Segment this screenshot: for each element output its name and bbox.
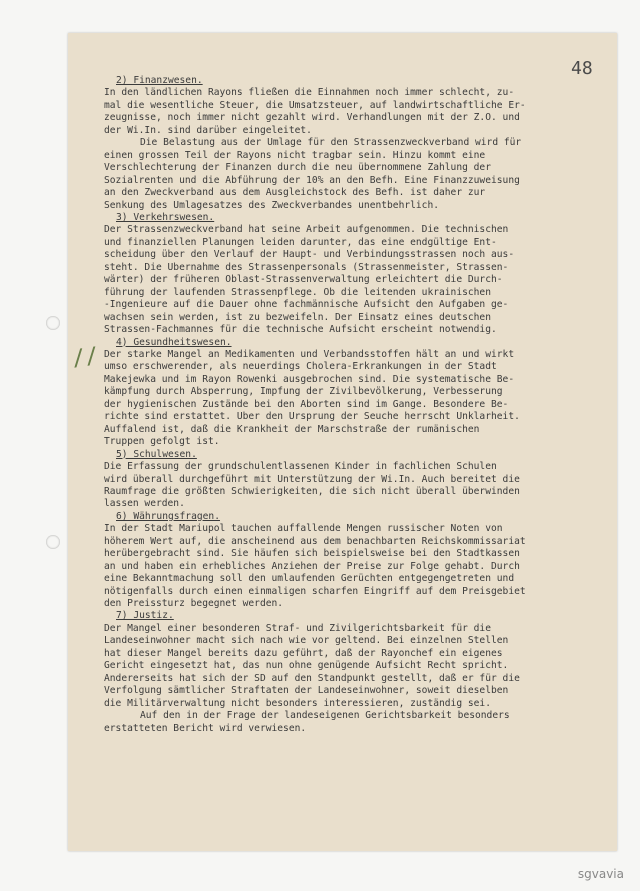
punch-hole-bottom [46,535,60,549]
section-heading: 7) Justiz. [116,610,174,622]
text-line: Die Erfassung der grundschulentlassenen Kinder in fachlichen Schulen [104,461,497,473]
text-line: erstatteten Bericht wird verwiesen. [104,722,307,734]
text-line: Auffalend ist, daß die Krankheit der Marschstraße der rumänischen [104,423,480,435]
text-line: kämpfung durch Absperrung, Impfung der Zivilbevölkerung, Verbesserung [104,386,503,398]
section-heading: 2) Finanzwesen. [116,75,203,86]
text-line: höherem Wert auf, die anscheinend aus dem benachbarten Reichskommissariat [104,535,526,547]
text-line: Verschlechterung der Finanzen durch die neu übernommene Zahlung der [104,162,491,174]
text-line: Raumfrage die größten Schwierigkeiten, die sich nicht überall überwinden [104,485,520,497]
text-line: scheidung über den Verlauf der Haupt- und Verbindungsstrassen noch aus- [104,249,515,261]
text-line: Truppen gefolgt ist. [104,436,220,448]
text-line: einen grossen Teil der Rayons nicht tragbar sein. Hinzu kommt eine [104,149,486,161]
text-line: In der Stadt Mariupol tauchen auffallende Mengen russischer Noten von [104,523,503,535]
page-number: 48 [571,58,593,79]
text-line: und finanziellen Planungen leiden darunter, das eine endgültige Ent- [104,236,497,248]
text-line: führung der laufenden Strassenpflege. Ob die leitenden ukrainischen [104,286,491,298]
text-line: an und haben ein erhebliches Anziehen der Preise zur Folge gehabt. Durch [104,560,520,572]
section-heading: 6) Währungsfragen. [116,510,220,522]
text-line: lassen werden. [104,498,185,510]
text-line: wachsen sein werden, ist zu bezweifeln. Der Einsatz eines deutschen [104,311,491,323]
text-line: der hygienischen Zustände bei den Aborten sind im Gange. Besondere Be- [104,398,509,410]
text-line: den Preissturz begegnet werden. [104,598,284,610]
text-line: Der Strassenzweckverband hat seine Arbeit aufgenommen. Die technischen [104,224,509,236]
text-line: Senkung des Umlagesatzes des Zweckverbandes unentbehrlich. [104,199,440,211]
margin-annotation: // [70,343,101,372]
text-line: Auf den in der Frage der landeseigenen Gerichtsbarkeit besonders [140,710,510,722]
text-line: Der Mangel einer besonderen Straf- und Zivilgerichtsbarkeit für die [104,622,491,634]
text-line: mal die wesentliche Steuer, die Umsatzsteuer, auf landwirtschaftliche Er- [104,99,526,111]
text-line: Makejewka und im Rayon Rowenki ausgebrochen sind. Die systematische Be- [104,373,515,385]
text-line: eine Bekanntmachung soll den umlaufenden Gerüchten entgegengetreten und [104,573,515,585]
text-line: steht. Die Übernahme des Strassenpersonals (Strassenmeister, Strassen- [104,261,509,273]
text-line: Andererseits hat sich der SD auf den Standpunkt gestellt, daß er für die [104,672,520,684]
section-heading: 3) Verkehrswesen. [116,211,215,223]
text-line: Sozialrenten und die Abführung der 10% an den Befh. Eine Finanzzuweisung [104,174,520,186]
punch-hole-top [46,316,60,330]
text-line: Strassen-Fachmannes für die technische Aufsicht erscheint notwendig. [104,324,497,336]
section-heading: 4) Gesundheitswesen. [116,336,232,348]
text-line: Gericht eingesetzt hat, das nun ohne genügende Aufsicht Recht spricht. [104,660,509,672]
document-text [104,75,609,735]
text-line: Der starke Mangel an Medikamenten und Verbandsstoffen hält an und wirkt [104,348,515,360]
section-heading: 5) Schulwesen. [116,448,197,460]
watermark: sgvavia [577,867,624,881]
text-line: herübergebracht sind. Sie häufen sich beispielsweise bei den Stadtkassen [104,548,520,560]
text-line: der Wi.In. sind darüber eingeleitet. [104,124,312,136]
text-line: In den ländlichen Rayons fließen die Einnahmen noch immer schlecht, zu- [104,87,515,99]
text-line: die Militärverwaltung nicht besonders interessieren, zuständig sei. [104,697,491,709]
text-line: wird überall durchgeführt mit Unterstützung der Wi.In. Auch bereitet die [104,473,520,485]
text-line: Verfolgung sämtlicher Straftaten der Landeseinwohner, soweit dieselben [104,685,509,697]
text-line: -Ingenieure auf die Dauer ohne fachmännische Aufsicht den Aufgaben ge- [104,299,509,311]
text-line: richte sind erstattet. Über den Ursprung der Seuche herrscht Unklarheit. [104,411,520,423]
text-line: nötigenfalls durch einen einmaligen scharfen Eingriff auf dem Preisgebiet [104,585,526,597]
text-line: Die Belastung aus der Umlage für den Strassenzweckverband wird für [140,137,522,149]
text-line: hat dieser Mangel bereits dazu geführt, daß der Rayonchef ein eigenes [104,647,503,659]
text-line: zeugnisse, noch immer nicht gezahlt wird. Verhandlungen mit der Z.O. und [104,112,520,124]
text-line: wärter) der früheren Oblast-Strassenverwaltung erleichtert die Durch- [104,274,503,286]
text-line: an den Zweckverband aus dem Ausgleichstock des Befh. ist daher zur [104,187,486,199]
text-line: umso erschwerender, als neuerdings Cholera-Erkrankungen in der Stadt [104,361,497,373]
text-line: Landeseinwohner macht sich nach wie vor geltend. Bei einzelnen Stellen [104,635,509,647]
